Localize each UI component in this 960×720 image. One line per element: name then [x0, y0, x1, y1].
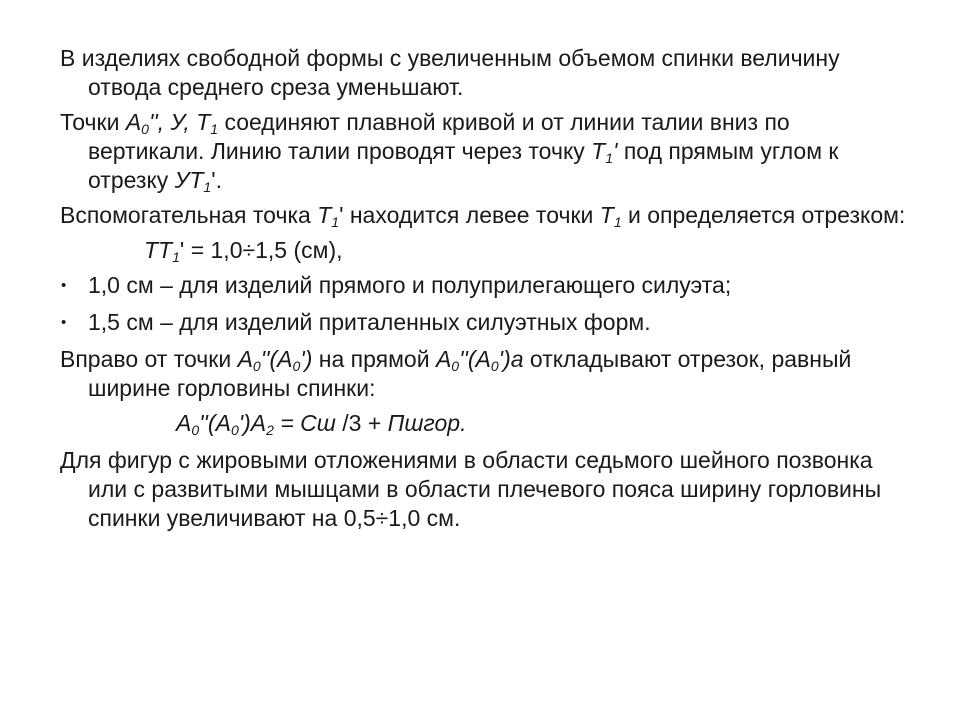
text: находится левее точки: [343, 202, 600, 228]
point-label: $Т_1'$: [591, 138, 618, 166]
bullet-icon: •: [61, 314, 67, 331]
point-label: $А_0''$, У, $Т_1$: [125, 109, 219, 137]
line-label: $А_0''(А_0')а$: [435, 346, 524, 374]
text: и определяется отрезком:: [621, 202, 906, 228]
paragraph-3: [60, 201, 910, 230]
bullet-text: 1,0 см – для изделий прямого и полуприлегающего силуэта;: [88, 272, 732, 298]
text: Вправо от точки: [60, 346, 238, 372]
paragraph-1: В изделиях свободной формы с увеличенным объемом спинки величину отвода среднего среза уменьшают.: [60, 45, 840, 100]
formula-tt1: $ТТ_1' = 1,0\div 1,5$ (см),: [144, 237, 343, 265]
formula-neck-width: $А_0''(А_0')А_2$ = Сш /3 + Пшгор.: [176, 410, 467, 438]
text: соединяют плавной кривой и от линии талии вниз по вертикали. Линию талии проводят через точку: [88, 109, 790, 164]
text: Точки: [60, 109, 126, 135]
segment-label: $УТ_1$: [174, 167, 212, 195]
bullet-icon: •: [61, 277, 67, 294]
text: под прямым углом к отрезку: [88, 138, 839, 193]
point-label: $Т_1$: [599, 202, 622, 230]
bullet-item: [60, 308, 910, 337]
paragraph-5: Для фигур с жировыми отложениями в области седьмого шейного позвонка или с развитыми мышцами в области плечевого пояса ширину горловины спинки увеличивают на 0,5÷1,0 см.: [60, 447, 882, 531]
bullet-text: 1,5 см – для изделий приталенных силуэтных форм.: [88, 309, 651, 335]
text: откладывают отрезок, равный ширине горловины спинки:: [88, 346, 852, 401]
point-label: $А_0''(А_0')$: [237, 346, 313, 374]
text: '.: [211, 167, 222, 193]
text: на прямой: [312, 346, 436, 372]
text: Вспомогательная точка: [60, 202, 318, 228]
text: ': [339, 202, 344, 228]
point-label: $Т_1$: [317, 202, 340, 230]
paragraph-2: [60, 108, 910, 195]
slide-body: [60, 44, 910, 539]
paragraph-4: [60, 345, 910, 403]
bullet-item: [60, 271, 910, 300]
